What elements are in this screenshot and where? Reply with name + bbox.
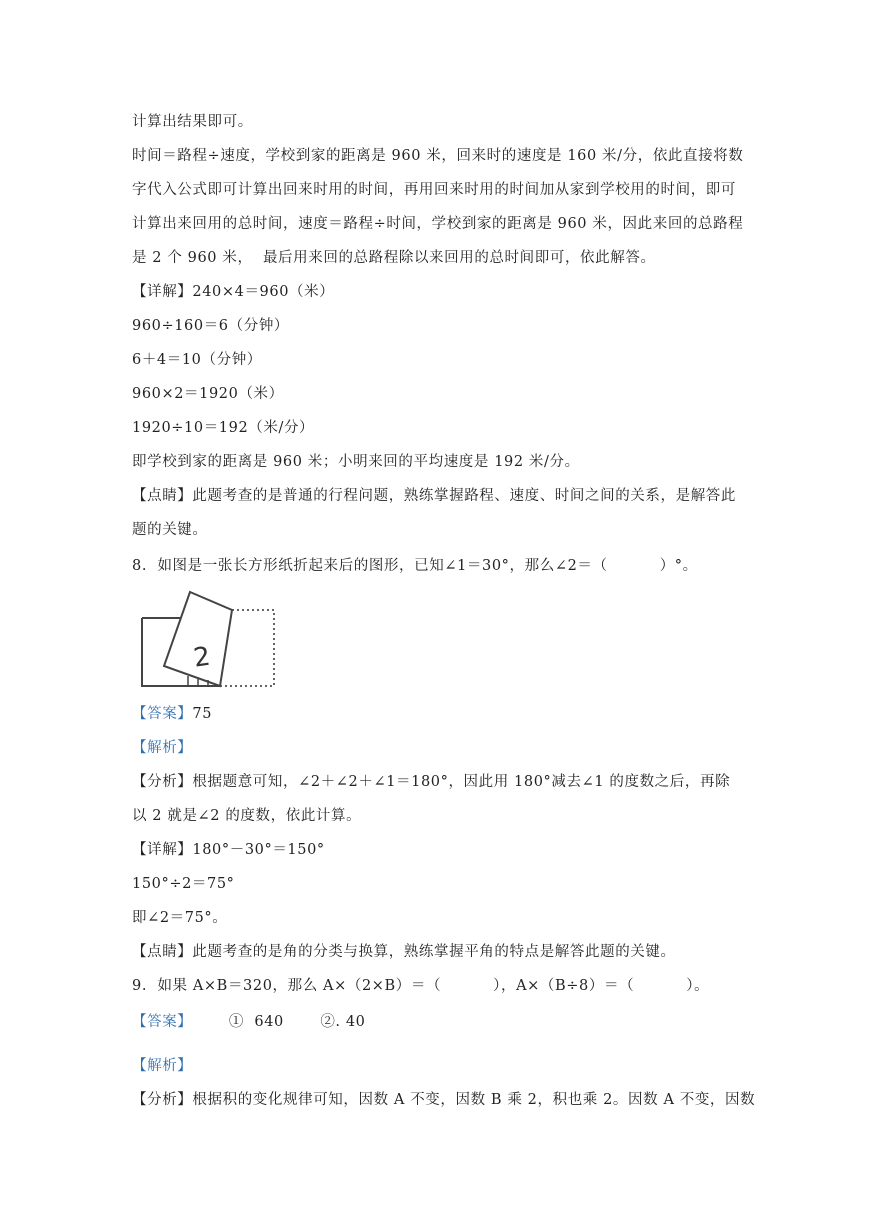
text-line: 时间＝路程÷速度，学校到家的距离是 960 米，回来时的速度是 160 米/分，依此直接将数 <box>132 148 744 164</box>
answer-8: 【答案】75 <box>132 706 213 722</box>
text-line: 【点睛】此题考查的是普通的行程问题，熟练掌握路程、速度、时间之间的关系，是解答此 <box>132 488 736 504</box>
text-line: 即∠2＝75°。 <box>132 910 228 926</box>
text-line: 字代入公式即可计算出回来时用的时间，再用回来时用的时间加从家到学校用的时间，即可 <box>132 182 736 198</box>
text-line: 【详解】180°－30°＝150° <box>132 842 325 858</box>
text-line: 以 2 就是∠2 的度数，依此计算。 <box>132 808 362 824</box>
section-tag: 【答案】 <box>132 706 193 722</box>
section-tag: 【解析】 <box>132 740 193 756</box>
text-line: 题的关键。 <box>132 522 208 538</box>
text-line: 150°÷2＝75° <box>132 876 235 892</box>
text-line: 【分析】根据积的变化规律可知，因数 A 不变，因数 B 乘 2，积也乘 2。因数 A 不变，因数 <box>132 1092 756 1108</box>
text-line: 计算出来回用的总时间，速度＝路程÷时间，学校到家的距离是 960 米，因此来回的总路程 <box>132 216 744 232</box>
question-9: 9. 如果 A×B＝320，那么 A×（2×B）＝（ ），A×（B÷8）＝（ ）。 <box>132 978 710 994</box>
text-line: 是 2 个 960 米， 最后用来回的总路程除以来回用的总时间即可，依此解答。 <box>132 250 656 266</box>
section-tag: 【答案】 <box>132 1014 193 1030</box>
rectangle-dotted-edges <box>220 610 274 686</box>
text-line: 960÷160＝6（分钟） <box>132 318 290 334</box>
text-line: 计算出结果即可。 <box>132 114 253 130</box>
answer-9: 【答案】 ① 640 ②. 40 <box>132 1014 366 1030</box>
text-line: 即学校到家的距离是 960 米；小明来回的平均速度是 192 米/分。 <box>132 454 580 470</box>
folded-rectangle-figure <box>140 590 280 690</box>
text-line: 【分析】根据题意可知，∠2＋∠2＋∠1＝180°，因此用 180°减去∠1 的度数之后，再除 <box>132 774 731 790</box>
analysis-heading <box>132 1056 192 1076</box>
text-line: 1920÷10＝192（米/分） <box>132 420 315 436</box>
analysis-heading <box>132 738 192 758</box>
angle-2-label: 2 <box>191 641 213 674</box>
text-line: 【点睛】此题考查的是角的分类与换算，熟练掌握平角的特点是解答此题的关键。 <box>132 944 676 960</box>
text-line: 6＋4＝10（分钟） <box>132 352 262 368</box>
text-line: 960×2＝1920（米） <box>132 386 284 402</box>
section-tag: 【解析】 <box>132 1058 193 1074</box>
text-line: 【详解】240×4＝960（米） <box>132 284 335 300</box>
question-8: 8. 如图是一张长方形纸折起来后的图形，已知∠1＝30°，那么∠2＝（ ）°。 <box>132 558 698 574</box>
